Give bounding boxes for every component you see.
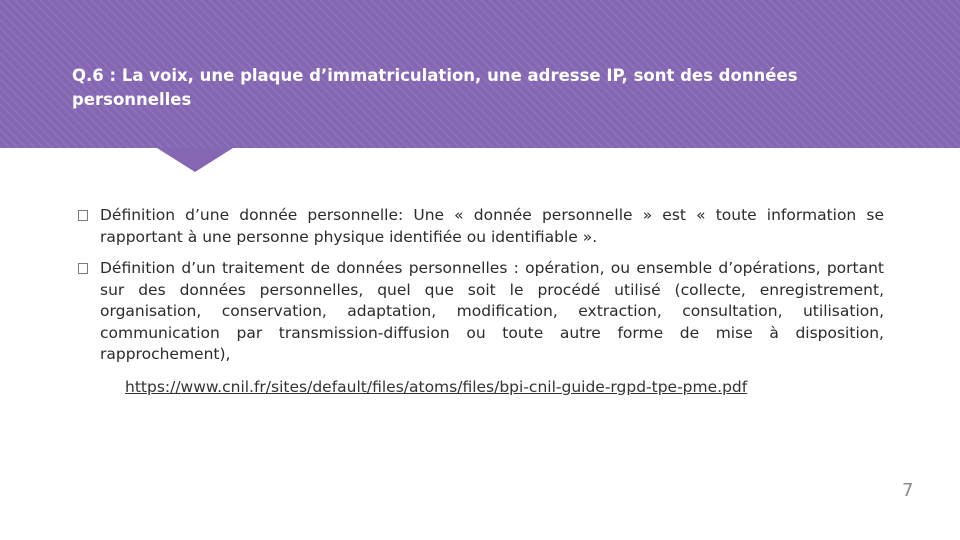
checkbox-bullet-icon (78, 263, 88, 274)
checkbox-bullet-icon (78, 210, 88, 221)
bullet-text: Définition d’un traitement de données personnelles : opération, ou ensemble d’opérations, portant sur des données personnelles, quel que soit le procédé utilisé (collecte, enregistrement, organisation, conservation, adaptation, modification, extraction, consultation, utilisation, communication par transmission-diffusion ou toute autre forme de mise à disposition, rapprochement), (100, 259, 884, 363)
bullet-item-definition-donnee (78, 205, 884, 248)
slide-title: Q.6 : La voix, une plaque d’immatriculation, une adresse IP, sont des données personnelles (72, 66, 798, 109)
bullet-text: Définition d’une donnée personnelle: Une « donnée personnelle » est « toute information se rapportant à une personne physique identifiée ou identifiable ». (100, 206, 884, 246)
slide-content (78, 205, 884, 376)
banner-notch (157, 148, 233, 172)
cnil-guide-link[interactable]: https://www.cnil.fr/sites/default/files/atoms/files/bpi-cnil-guide-rgpd-tpe-pme.pdf (125, 378, 748, 396)
bullet-item-definition-traitement (78, 258, 884, 366)
page-number: 7 (902, 480, 914, 501)
